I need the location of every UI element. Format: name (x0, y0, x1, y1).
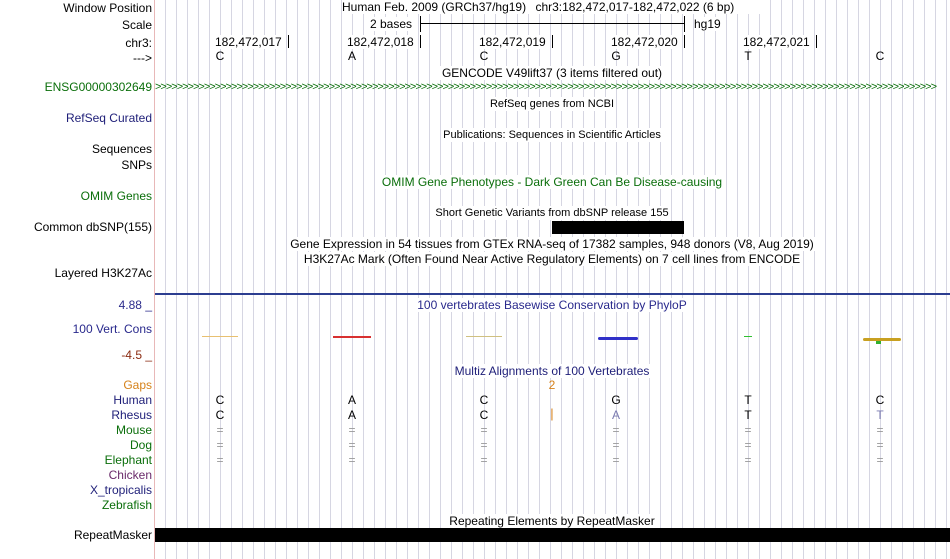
ref-base: T (744, 49, 752, 63)
mouse-match: = (612, 423, 620, 437)
coord-label: 182,472,018 (347, 35, 414, 49)
label-species-elephant: Elephant (104, 453, 152, 467)
track-label-column (0, 0, 154, 559)
label-scale: Scale (121, 18, 152, 32)
ref-base: C (479, 49, 489, 63)
elephant-match: = (480, 453, 488, 467)
phylop-score-bar (202, 336, 238, 337)
coord-label: 182,472,020 (611, 35, 678, 49)
label-species-mouse: Mouse (115, 423, 152, 437)
coord-label: 182,472,017 (215, 35, 282, 49)
phylop-score-bar (598, 337, 638, 340)
position-range: chr3:182,472,017-182,472,022 (6 bp) (535, 0, 735, 14)
mouse-match: = (216, 423, 224, 437)
elephant-match: = (612, 453, 620, 467)
label-omim-genes[interactable]: OMIM Genes (80, 189, 152, 203)
scale-text: 2 bases (370, 17, 413, 31)
refseq-track-title[interactable]: RefSeq genes from NCBI (489, 98, 615, 110)
label-species-chicken: Chicken (108, 468, 152, 482)
human-base: T (744, 393, 752, 407)
phylop-track-title[interactable]: 100 vertebrates Basewise Conservation by PhyloP (417, 298, 687, 312)
browser-track-image[interactable] (155, 0, 950, 559)
human-base: A (347, 393, 357, 407)
coord-tick (552, 35, 553, 48)
omim-track-title[interactable]: OMIM Gene Phenotypes - Dark Green Can Be Disease-causing (381, 175, 723, 189)
rhesus-base: C (215, 408, 225, 422)
mouse-match: = (480, 423, 488, 437)
coord-tick (684, 35, 685, 48)
human-base: G (611, 393, 621, 407)
label-phylop-min: -4.5 _ (121, 348, 152, 362)
phylop-score-bar (333, 336, 371, 338)
human-base: C (875, 393, 885, 407)
rhesus-base: T (744, 408, 752, 422)
assembly-name: Human Feb. 2009 (GRCh37/hg19) (342, 0, 527, 14)
human-base: C (479, 393, 489, 407)
ref-base: C (215, 49, 225, 63)
label-strand-arrow: ---> (133, 51, 152, 65)
elephant-match: = (876, 453, 884, 467)
label-repeatmasker[interactable]: RepeatMasker (73, 528, 152, 542)
scale-bar-left-end (420, 16, 421, 32)
ref-base: A (347, 49, 357, 63)
label-sequences[interactable]: Sequences (91, 142, 152, 156)
coord-label: 182,472,021 (743, 35, 810, 49)
label-species-human: Human (113, 393, 152, 407)
track-separator (155, 293, 950, 295)
dog-match: = (876, 438, 884, 452)
label-window-position: Window Position (63, 1, 152, 15)
scale-bar (420, 23, 684, 24)
label-species-dog: Dog (129, 438, 152, 452)
label-species-rhesus: Rhesus (111, 408, 152, 422)
mouse-match: = (744, 423, 752, 437)
phylop-score-bar (466, 336, 502, 337)
repeatmasker-track-title[interactable]: Repeating Elements by RepeatMasker (449, 514, 655, 528)
label-species-x-tropicalis: X_tropicalis (89, 483, 152, 497)
dbsnp-track-title[interactable]: Short Genetic Variants from dbSNP release 155 (435, 207, 669, 219)
elephant-match: = (348, 453, 356, 467)
dbsnp-variant-feature[interactable] (552, 221, 684, 234)
coord-tick (420, 35, 421, 48)
label-layered-h3k27ac[interactable]: Layered H3K27Ac (54, 266, 152, 280)
dog-match: = (216, 438, 224, 452)
label-snps[interactable]: SNPs (121, 158, 152, 172)
elephant-match: = (216, 453, 224, 467)
gencode-track-title[interactable]: GENCODE V49lift37 (3 items filtered out) (441, 66, 663, 80)
dog-match: = (612, 438, 620, 452)
phylop-score-bar (863, 338, 901, 341)
scale-bar-right-end (684, 16, 685, 32)
label-ensg-gene[interactable]: ENSG00000302649 (44, 80, 152, 94)
h3k27ac-track-title[interactable]: H3K27Ac Mark (Often Found Near Active Regulatory Elements) on 7 cell lines from ENCODE (303, 252, 801, 266)
elephant-match: = (744, 453, 752, 467)
ref-base: G (611, 49, 621, 63)
label-common-dbsnp[interactable]: Common dbSNP(155) (33, 220, 152, 234)
multiz-track-title[interactable]: Multiz Alignments of 100 Vertebrates (454, 364, 650, 378)
ref-base: C (875, 49, 885, 63)
label-refseq-curated[interactable]: RefSeq Curated (65, 111, 152, 125)
rhesus-base-mismatch: T (876, 408, 884, 422)
coord-tick (816, 35, 817, 48)
gtex-track-title[interactable]: Gene Expression in 54 tissues from GTEx RNA-seq of 17382 samples, 948 donors (V8, Aug 2019) (290, 237, 814, 251)
dog-match: = (744, 438, 752, 452)
dog-match: = (480, 438, 488, 452)
dog-match: = (348, 438, 356, 452)
label-chromosome: chr3: (125, 36, 152, 50)
rhesus-insertion-marker: | (550, 406, 554, 421)
phylop-score-mark (876, 341, 881, 344)
label-phylop-max: 4.88 _ (118, 298, 152, 312)
coord-tick (288, 35, 289, 48)
assembly-db: hg19 (694, 17, 721, 31)
coord-label: 182,472,019 (479, 35, 546, 49)
rhesus-base: A (347, 408, 357, 422)
gencode-gene-feature[interactable]: >>>>>>>>>>>>>>>>>>>>>>>>>>>>>>>>>>>>>>>>>>>>>>>>>>>>>>>>>>>>>>>>>>>>>>>>>>>>>>>>>>>>>>>>>>>>>>>>>>>>>>>>>>>>>>>>>>>>>>>>>>>>>>>>>>>>>>>>>>>>>>>> (155, 81, 937, 93)
rhesus-base-mismatch: A (611, 408, 621, 422)
phylop-score-bar (744, 336, 752, 337)
mouse-match: = (348, 423, 356, 437)
gap-count: 2 (548, 378, 556, 392)
label-100-vert-cons[interactable]: 100 Vert. Cons (72, 322, 152, 336)
label-gaps: Gaps (123, 378, 152, 392)
repeatmasker-element-feature[interactable] (155, 528, 950, 542)
human-base: C (215, 393, 225, 407)
window-position-header (342, 0, 762, 14)
mouse-match: = (876, 423, 884, 437)
label-species-zebrafish: Zebrafish (101, 498, 152, 512)
publications-track-title[interactable]: Publications: Sequences in Scientific Articles (443, 129, 661, 141)
rhesus-base: C (479, 408, 489, 422)
